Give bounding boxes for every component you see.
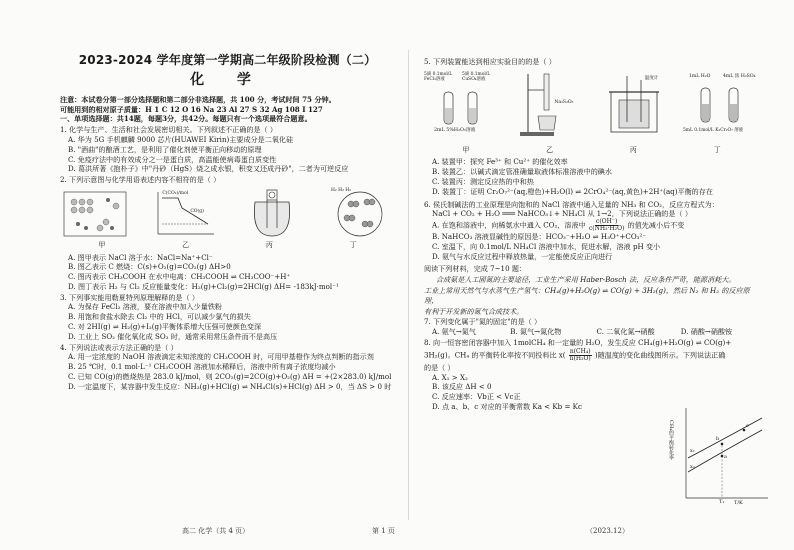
q5-option-a: A. 装置甲：探究 Fe³⁺ 和 Cu²⁺ 的催化效率 [432,157,568,167]
passage-line-3: 有利于开发新的氮气合成技术。 [424,306,524,316]
q8-stem-2-post: )随温度的变化曲线图所示。下列说法正确 [594,350,726,360]
q3-option-c: C. 对 2HI(g) ⇌ H₂(g)+I₂(g)平衡体系增大压强可使颜色变深 [68,322,262,332]
q2-figure-labels [60,241,395,251]
q5-fig4-bottom: 5mL 0.1mol/L K₂Cr₂O₇ 溶液 [682,127,744,133]
footer-page: 第 1 页 [372,527,395,535]
q8-stem-2-pre: 3H₂(g)。CH₄ 的平衡转化率按不同投料比 x( [424,350,566,360]
q5-figure-bing [597,70,673,144]
passage-line-2: 工业上常用天然气与水蒸气生产氢气：CH₄(g)+H₂O(g) ⇌ CO(g) + 3H₂(g)，然后 N₂ 和 H₂ 的反应原理， [424,286,750,305]
q8-option-a: A. X₁ > X₂ [432,372,468,382]
q8-ratio-fraction [569,349,592,362]
q5-figure-jia [424,70,500,144]
atomic-masses: 可能用到的相对原子质量：H 1 C 12 O 16 Na 23 Al 27 S 32 Ag 108 I 127 [60,104,323,114]
q6-option-a-pre: A. 在饱和溶液中，向稀氨水中通入 CO₂，溶液中 [432,220,586,230]
q7-options [432,327,759,337]
q5-option-d: D. 装置丁：证明 Cr₂O₇²⁻(aq,橙色)+H₂O(l) ⇌ 2CrO₄²⁻(aq,黄色)+2H⁺(aq)平衡的存在 [432,186,713,196]
q2-stem: 2. 下列示意图与化学用语表述内容不相符的是（ ） [60,175,221,185]
question-2 [60,175,395,292]
q2-option-c: C. 图丙表示 CH₃COOH 在水中电离：CH₃COOH ⇌ CH₃COO⁻+H⁺ [68,272,291,282]
section-heading: 一、单项选择题：共14题，每题3分，共42分。每题只有一个选项最符合题意。 [60,114,312,124]
q8-option-b: B. 该反应 ΔH < 0 [432,382,492,392]
exam-note: 注意：本试卷分第一部分选择题和第二部分非选择题，共 100 分，考试时间 75 分钟。 [60,94,336,104]
q5-fig2-label: Na₂S₂O₃ [554,99,574,105]
q5-label-jia: 甲 [462,145,470,154]
passage-lead: 阅读下列材料，完成 7~10 题： [424,264,527,274]
exam-title: 2023-2024 学年度第一学期高二年级阶段检测（二） [78,53,377,67]
reading-passage [424,264,759,316]
q2-label-yi: 乙 [182,240,190,249]
question-6 [424,200,759,262]
q5-label-bing: 丙 [629,145,637,154]
q7-option-d: D. 硝酸→硝酸铵 [680,327,733,337]
q6-option-c: C. 室温下，向 0.1mol/L NH₄Cl 溶液中加水，促进水解，溶液 pH 变小 [432,241,661,251]
q5-fig1-top-left: 5滴 0.1mol/L FeCl₃溶液 [424,71,453,83]
q6-option-d: D. 氨气与水反应过程中释放热量，一定能使反应正向进行 [432,251,613,261]
q8-point-b [721,443,724,446]
q4-option-b: B. 25 ℃时，0.1 mol·L⁻¹ CH₃COOH 溶液加水稀释后，溶液中所有离子浓度均减小 [68,362,336,372]
q2-figure-jia [60,188,130,240]
q8-graph-xlabel: T/K [734,500,743,506]
q6-option-b: B. NaHCO₃ 溶液显碱性的原因是：HCO₃⁻+H₂O ⇌ H₃O⁺+CO₃²⁻ [432,232,647,242]
question-3 [60,293,395,342]
q7-option-c: C. 二氧化氮→硝酸 [596,327,655,337]
q2-fig4-label: H₂ H₂ H₂ [330,187,352,193]
q1-option-a: A. 华为 5G 手机麒麟 9000 芯片(HUAWEI Kirin)主要成分是二氧化硅 [68,134,294,144]
q2-option-a: A. 图甲表示 NaCl 溶于水：NaCl=Na⁺+Cl⁻ [68,252,213,262]
right-column [424,56,759,412]
q5-figure-labels [424,146,759,156]
q1-option-c: C. 免疫疗法中的有效成分之一是蛋白质，高温能使病毒蛋白质变性 [68,154,277,164]
q8-stem-line-2 [424,349,759,362]
q2-figures [60,188,395,240]
q5-option-c: C. 装置丙：测定反应热的中和热 [432,177,534,186]
q2-fig2-curve-label: CO(g) [190,208,204,214]
q8-label-c: c [746,423,749,429]
question-7 [424,317,759,337]
question-5 [424,57,759,197]
q5-fig1-top-right: 5滴 0.1mol/L CuSO₄溶液 [462,71,491,83]
q6-stem: 6. 侯氏制碱法的工业原理是向饱和的 NaCl 溶液中通入足量的 NH₃ 和 CO₂，反应方程式为： [424,199,719,209]
q3-option-b: B. 用饱和食盐水除去 Cl₂ 中的 HCl，可以减少氯气的损失 [68,312,251,322]
q8-option-d: D. 点 a、b、c 对应的平衡常数 Ka < Kb = Kc [432,401,582,411]
q2-figure-yi [148,188,218,240]
q7-stem: 7. 下列变化属于"氮的固定"的是（ ） [424,317,542,327]
q6-option-a-post: 的值先减小后不变 [627,220,685,230]
q5-stem: 5. 下列装置能达到相应实验目的的是（ ） [424,57,556,66]
q5-fig4-top-left: 1mL H₂O [688,73,711,79]
q5-figure-ding [683,70,759,144]
q6-option-a [432,219,759,232]
q8-label-a: a [724,454,727,460]
q5-label-ding: 丁 [713,145,721,154]
q7-option-a: A. 氨气→氮气 [432,327,476,337]
q5-option-b: B. 装置乙：以碱式滴定管准确量取液体标准溶液中的碘水 [432,167,612,177]
q3-option-a: A. 为保存 FeCl₂ 溶液，要在溶液中加入少量铁粉 [68,302,223,312]
question-1 [60,125,395,174]
footer-date: （2023.12） [586,527,629,535]
q4-option-a: A. 用一定浓度的 NaOH 溶液滴定未知浓度的 CH₃COOH 时，可用甲基橙作为终点判断的指示剂 [68,352,374,362]
q8-label-x2: x₂ [690,464,695,470]
q6-fraction-denominator: c(NH₃·H₂O) [588,225,625,233]
q5-figures [424,70,759,144]
q8-point-a [721,455,724,458]
q8-option-c: C. 反应速率：Vb正 < Vc正 [432,392,521,402]
q6-option-a-fraction [589,219,624,232]
left-column [60,52,395,391]
q1-option-d: D. 葛洪所著《抱朴子》中"丹砂（HgS）烧之成水银，积变又还成丹砂"，二者为可逆反应 [68,164,349,174]
q1-stem: 1. 化学与生产、生活和社会发展密切相关。下列叙述不正确的是（ ） [60,125,277,135]
exam-subject: 化 学 [190,71,265,88]
q2-option-b: B. 图乙表示 C 燃烧：C(s)+O₂(g)=CO₂(g) ΔH>0 [68,262,231,272]
question-8 [424,338,759,412]
q3-option-d: D. 工业上 SO₂ 催化氧化成 SO₃ 时，通常采用常压条件而不是高压 [68,331,278,341]
q2-figure-ding [325,188,395,240]
q1-option-b: B. "酒曲"的酿酒工艺，是利用了催化剂使平衡正向移动的原理 [68,144,262,154]
q8-ratio-numerator: n(CH₄) [569,347,591,355]
q8-stem-line-3: 的是（ ） [424,362,455,372]
q8-ratio-denominator: n(H₂O) [569,354,591,362]
q5-figure-yi [510,70,586,144]
q2-label-bing: 丙 [265,240,273,249]
q8-curve-x1 [688,418,762,458]
q8-label-t1: T₁ [719,499,725,505]
q4-option-d: D. 一定温度下，某容器中发生反应：NH₃(g)+HCl(g) ⇌ NH₄Cl(s)+HCl(g) ΔH > 0，当 ΔS > 0 时 [68,381,392,391]
q5-fig3-label: 温度计 [644,75,659,81]
q2-label-jia: 甲 [98,240,106,249]
q2-label-ding: 丁 [349,240,357,249]
q8-curve-x2 [688,430,762,472]
q5-fig1-bottom: 2mL 5%H₂O₂溶液 [434,127,476,133]
q6-fraction-numerator: c(OH⁻) [595,218,618,226]
q6-equation: NaCl + CO₂ + H₂O ═══ NaHCO₃↓+ NH₄Cl 从 1→2，下列说法正确的是（ ） [432,209,692,219]
q8-stem-line-1: 8. 向一恒容密闭容器中加入 1molCH₄ 和一定量的 H₂O，发生反应 CH₄(g)+H₂O(g) ⇌ CO(g)+ [424,337,732,347]
q8-label-x1: x₁ [690,448,695,454]
q4-option-c: C. 已知 CO(g)的燃烧热是 283.0 kJ/mol，则 2CO₂(g)=2CO(g)+O₂(g) ΔH = +(2×283.0) kJ/mol [68,371,392,381]
q5-label-yi: 乙 [546,145,554,154]
q8-graph-ylabel: CH₄的平衡转化率 [668,420,674,461]
question-4 [60,343,395,392]
q5-fig4-top-right: 4mL 浓 H₂SO₄ [722,73,756,79]
q2-option-d: D. 图丁表示 H₂ 与 Cl₂ 反应能量变化：H₂(g)+Cl₂(g)=2HCl(g) ΔH= -183kJ·mol⁻¹ [68,281,339,291]
q4-stem: 4. 下列说法或表示方法正确的是（ ） [60,342,178,352]
q7-option-b: B. 氮气→氮化物 [510,327,562,337]
footer-left: 高二 化学（共 4 页） [182,527,250,535]
q2-fig2-ylabel: C(CO₂)/mol [162,190,189,196]
q3-stem: 3. 下列事实能用勒夏特列原理解释的是（ ） [60,292,199,302]
q2-figure-bing [237,188,307,240]
column-divider [408,50,409,520]
q8-point-c [743,429,746,432]
passage-line-1: 合成氨是人工固氮的主要途径，工业生产采用 Haber-Bosch 法，反应条件严苛，能源消耗大。 [436,275,736,285]
q8-label-b: b [716,436,720,442]
q8-conversion-graph [668,402,772,512]
